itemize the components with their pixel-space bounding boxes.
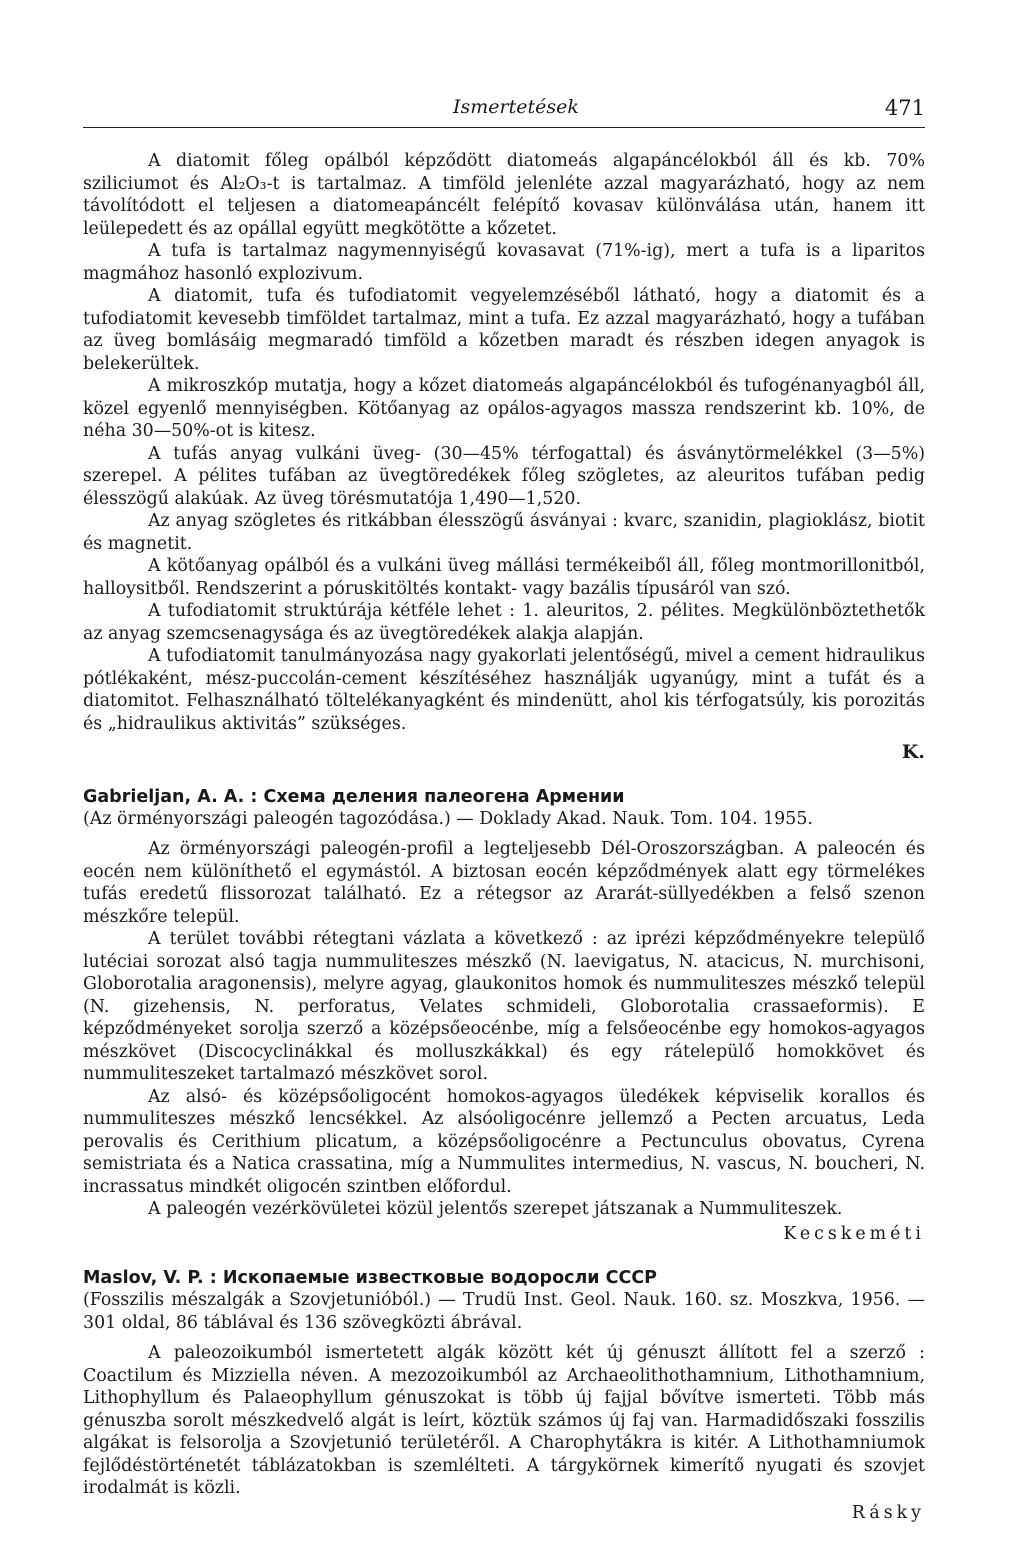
reviewer-signature: Kecskeméti [783, 1223, 925, 1244]
review-diatomit [83, 150, 925, 764]
review-maslov [83, 1267, 925, 1524]
paragraph: A tufa is tartalmaz nagymennyiségű kovasavat (71%-ig), mert a tufa is a liparitos magmához hasonló explozivum. [83, 241, 925, 284]
page-number: 471 [884, 96, 925, 120]
paragraph: A paleozoikumból ismertetett algák között két új génuszt állított fel a szerző : Coactilum és Mizziella néven. A mezozoikumból az Archaeolithothamnium, Lithothamnium, Lithophyllum és Palaeophyllum génuszokat is több új fajjal bővítve ismerteti. Több más génuszba sorolt mészkedvelő algát is leírt, köztük számos új faj van. Harmadidőszaki fosszilis algákat is felsorolja a Szovjetunió területéről. A Charophytákra is kitér. A Lithothamniumok fejlődéstörténetét táblázatokban is szemlélteti. A tárgykörnek kimerítő nyugati és szovjet irodalmát is közli. [83, 1343, 925, 1498]
paragraph: A paleogén vezérkövületei közül jelentős szerepet játszanak a Nummuliteszek. [148, 1199, 843, 1219]
reviewer-signature: K. [901, 741, 925, 763]
paragraph: Az alsó- és középsőoligocént homokos-agyagos üledékek képviselik korallos és nummuliteszes mészkő lencsékkel. Az alsóoligocénre jellemző a Pecten arcuatus, Leda perovalis és Cerithium plicatum, a középsőoligocénre a Pectunculus obovatus, Cyrena semistriata és a Natica crassatina, míg a Nummulites intermedius, N. vascus, N. boucheri, N. incrassatus mindkét oligocén szintben előfordul. [83, 1086, 925, 1197]
paragraph: A mikroszkóp mutatja, hogy a kőzet diatomeás algapáncélokból és tufogénanyagból áll, közel egyenlő mennyiségben. Kötőanyag az opálos-agyagos massza rendszerint kb. 10%, de néha 30—50%-ot is kitesz. [83, 376, 925, 441]
page-header [83, 94, 925, 130]
entry-heading: Maslov, V. P. : Ископаемые известковые водоросли СССР [83, 1268, 657, 1288]
reviewer-signature: Rásky [851, 1502, 925, 1523]
entry-reference: (Az örményországi paleogén tagozódása.) — Doklady Akad. Nauk. Tom. 104. 1955. [83, 808, 813, 829]
entry-reference: (Fosszilis mészalgák a Szovjetunióból.) — Trudü Inst. Geol. Nauk. 160. sz. Moszkva, 1956. — 301 oldal, 86 táblával és 136 szövegközti ábrával. [83, 1290, 925, 1333]
page [83, 94, 925, 1524]
paragraph: A tufás anyag vulkáni üveg- (30—45% térfogattal) és ásványtörmelékkel (3—5%) szerepel. A pélites tufában az üvegtöredékek főleg szögletes, az aleuritos tufában pedig élesszögű alakúak. Az üveg törésmutatója 1,490—1,520. [83, 443, 925, 509]
paragraph: Az örményországi paleogén-profil a legteljesebb Dél-Oroszországban. A paleocén és eocén nem különíthető el egymástól. A biztosan eocén képződmények alatt egy törmelékes tufás eredetű flissorozat található. Ez a rétegsor az Ararát-süllyedékben a felső szenon mészkőre települ. [83, 839, 925, 927]
header-rule [83, 127, 925, 128]
page-content [83, 150, 925, 1524]
paragraph: Az anyag szögletes és ritkábban élesszögű ásványai : kvarc, szanidin, plagioklász, biotit és magnetit. [83, 511, 925, 554]
entry-heading: Gabrieljan, A. A. : Схема деления палеогена Армении [83, 786, 625, 807]
review-gabrieljan [83, 786, 925, 1246]
paragraph: A diatomit főleg opálból képződött diatomeás algapáncélokból áll és kb. 70% sziliciumot és Al₂O₃-t is tartalmaz. A timföld jelenléte azzal magyarázható, hogy az nem távolítódott el teljesen a diatomeapáncélt felépítő kovasav különválása után, hanem itt leülepedett és az opállal együtt megkötötte a kőzetet. [83, 151, 925, 239]
paragraph: A kötőanyag opálból és a vulkáni üveg mállási termékeiből áll, főleg montmorillonitból, halloysitből. Rendszerint a póruskitöltés kontakt- vagy bazális típusáról van szó. [83, 556, 925, 599]
running-title: Ismertetések [453, 96, 579, 118]
paragraph: A terület további rétegtani vázlata a következő : az iprézi képződményekre települő lutéciai sorozat alsó tagja nummuliteszes mészkő (N. laevigatus, N. atacicus, N. murchisoni, Globorotalia aragonensis), melyre agyag, glaukonitos homok és nummuliteszes mészkő települ (N. gizehensis, N. perforatus, Velates schmideli, Globorotalia crassaeformis). E képződményeket sorolja szerző a középsőeocénbe, míg a felsőeocénbe egy homokos-agyagos mészkövet (Discocyclinákkal és molluszkákkal) és egy rátelepülő homokkövet és nummuliteszeket tartalmazó mészkövet sorol. [83, 929, 925, 1084]
paragraph: A tufodiatomit struktúrája kétféle lehet : 1. aleuritos, 2. pélites. Megkülönböztethetők az anyag szemcsenagysága és az üvegtöredékek alakja alapján. [83, 601, 925, 644]
paragraph: A tufodiatomit tanulmányozása nagy gyakorlati jelentőségű, mivel a cement hidraulikus pótlékaként, mész-puccolán-cement készítéséhez használják ugyanúgy, mint a tufát és a diatomitot. Felhasználható töltelékanyagként és mindenütt, ahol kis térfogatsúly, kis porozitás és „hidraulikus aktivitás” szükséges. [83, 646, 925, 734]
paragraph: A diatomit, tufa és tufodiatomit vegyelemzéséből látható, hogy a diatomit és a tufodiatomit kevesebb timföldet tartalmaz, mint a tufa. Ez azzal magyarázható, hogy a tufában az üveg bomlásáig megmaradó timföld a kőzetben maradt és részben idegen anyagok is belekerültek. [83, 286, 925, 374]
